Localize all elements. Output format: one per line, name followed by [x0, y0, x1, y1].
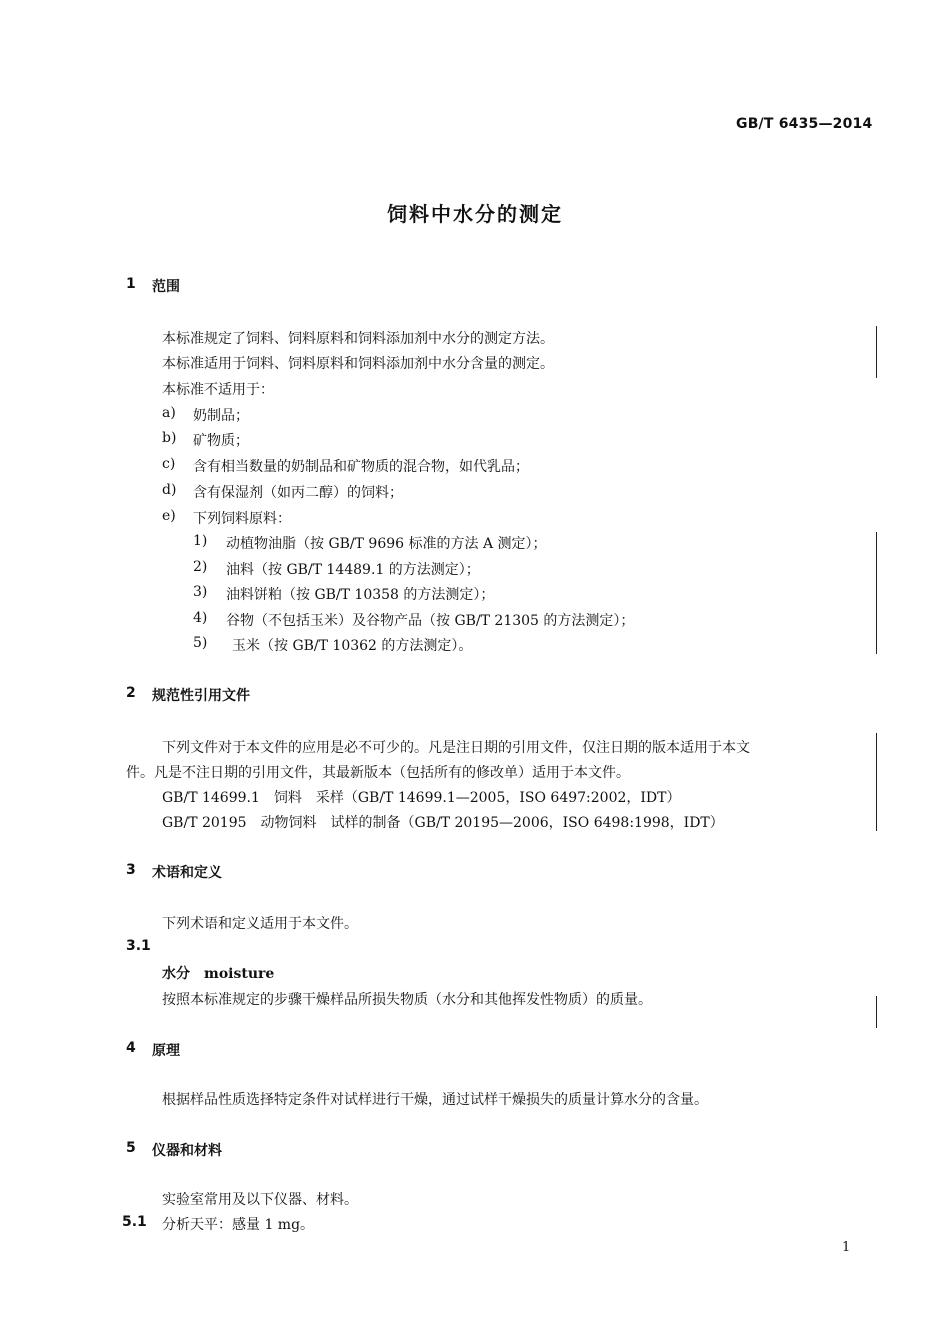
section-4-number: 4 [126, 1040, 136, 1056]
sublist-item-label: 3) [193, 584, 208, 600]
sublist-item-text: 油料（按 GB/T 14489.1 的方法测定）； [226, 562, 480, 578]
section-3-number: 3 [126, 862, 136, 878]
list-item-text: 含有保湿剂（如丙二醇）的饲料； [193, 485, 403, 501]
list-item-label: b) [162, 430, 177, 446]
change-bar [876, 326, 877, 378]
section-1-paragraph: 本标准不适用于： [162, 382, 274, 398]
list-item-text: 矿物质； [193, 433, 249, 449]
sublist-item-text: 动植物油脂（按 GB/T 9696 标准的方法 A 测定）； [226, 536, 547, 552]
list-item-label: c) [162, 456, 176, 472]
section-4-title: 原理 [152, 1043, 180, 1059]
change-bar [876, 996, 877, 1028]
section-2-title: 规范性引用文件 [152, 688, 250, 704]
sublist-item-label: 1) [193, 533, 208, 549]
sublist-item-label: 5) [193, 635, 208, 651]
section-5-title: 仪器和材料 [152, 1143, 222, 1159]
list-item-label: e) [162, 508, 176, 524]
section-4-paragraph: 根据样品性质选择特定条件对试样进行干燥，通过试样干燥损失的质量计算水分的含量。 [162, 1092, 708, 1108]
section-2-paragraph: 下列文件对于本文件的应用是必不可少的。凡是注日期的引用文件，仅注日期的版本适用于本文 [162, 740, 750, 756]
section-2-number: 2 [126, 685, 136, 701]
change-bar [876, 532, 877, 654]
section-5-number: 5 [126, 1140, 136, 1156]
subsection-number: 5.1 [122, 1214, 147, 1230]
standard-code: GB/T 6435—2014 [736, 116, 873, 132]
document-title: 饲料中水分的测定 [387, 202, 563, 226]
term-heading: 水分 moisture [162, 966, 275, 982]
section-1-title: 范围 [152, 279, 180, 295]
page-number: 1 [842, 1240, 851, 1255]
list-item-label: d) [162, 482, 177, 498]
sublist-item-text: 玉米（按 GB/T 10362 的方法测定）。 [232, 638, 473, 654]
list-item-text: 奶制品； [193, 408, 249, 424]
list-item-text: 下列饲料原料： [193, 511, 291, 527]
section-5-paragraph: 实验室常用及以下仪器、材料。 [162, 1192, 358, 1208]
term-definition: 按照本标准规定的步骤干燥样品所损失物质（水分和其他挥发性物质）的质量。 [162, 992, 652, 1008]
section-3-paragraph: 下列术语和定义适用于本文件。 [162, 916, 358, 932]
section-2-paragraph: 件。凡是不注日期的引用文件，其最新版本（包括所有的修改单）适用于本文件。 [126, 765, 630, 781]
sublist-item-label: 2) [193, 559, 208, 575]
sublist-item-text: 谷物（不包括玉米）及谷物产品（按 GB/T 21305 的方法测定）； [226, 613, 635, 629]
list-item-label: a) [162, 405, 176, 421]
reference-item: GB/T 20195 动物饲料 试样的制备（GB/T 20195—2006，ISO 6498:1998，IDT） [162, 815, 724, 831]
subsection-number: 3.1 [126, 938, 151, 954]
reference-item: GB/T 14699.1 饲料 采样（GB/T 14699.1—2005，ISO 6497:2002，IDT） [162, 790, 681, 806]
change-bar [876, 733, 877, 831]
sublist-item-text: 油料饼粕（按 GB/T 10358 的方法测定）； [226, 587, 495, 603]
subsection-text: 分析天平：感量 1 mg。 [162, 1217, 315, 1233]
section-3-title: 术语和定义 [152, 865, 222, 881]
sublist-item-label: 4) [193, 610, 208, 626]
section-1-number: 1 [126, 276, 136, 292]
list-item-text: 含有相当数量的奶制品和矿物质的混合物，如代乳品； [193, 459, 529, 475]
section-1-paragraph: 本标准规定了饲料、饲料原料和饲料添加剂中水分的测定方法。 [162, 331, 554, 347]
section-1-paragraph: 本标准适用于饲料、饲料原料和饲料添加剂中水分含量的测定。 [162, 356, 554, 372]
